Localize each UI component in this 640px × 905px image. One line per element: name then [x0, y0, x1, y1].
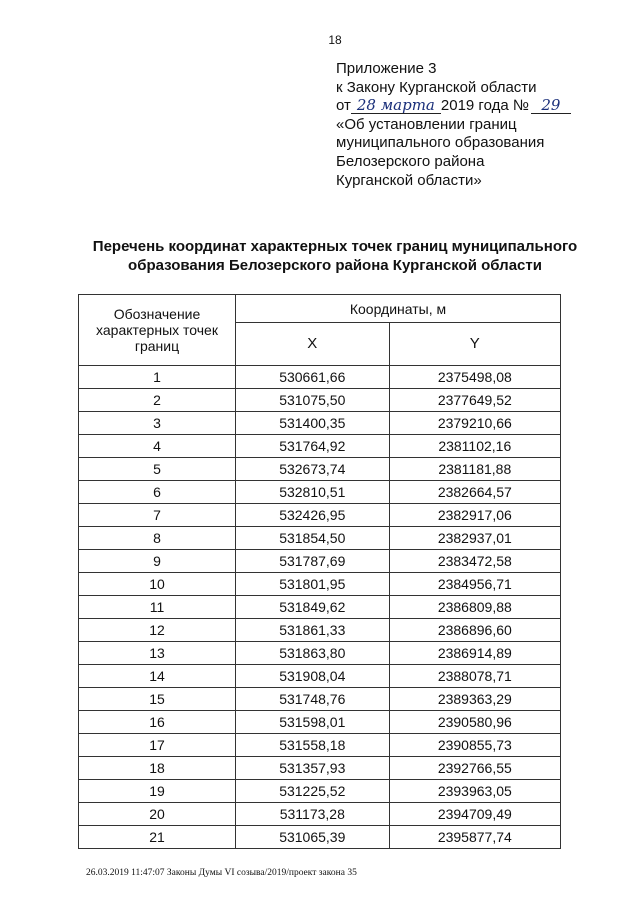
- table-row: [79, 826, 561, 849]
- point-number-cell: 11: [79, 596, 236, 619]
- footer-path: 26.03.2019 11:47:07 Законы Думы VI созыва/2019/проект закона 35: [86, 868, 357, 878]
- point-number-cell: 19: [79, 780, 236, 803]
- appendix-subject-line: муниципального образования: [336, 134, 545, 152]
- point-number-cell: 18: [79, 757, 236, 780]
- table-row: [79, 550, 561, 573]
- appendix-subject-line: Курганской области»: [336, 171, 482, 189]
- table-row: [79, 481, 561, 504]
- y-coordinate-cell: 2394709,49: [389, 803, 560, 826]
- table-row: [79, 596, 561, 619]
- y-coordinate-cell: 2382937,01: [389, 527, 560, 550]
- x-coordinate-cell: 531225,52: [236, 780, 390, 803]
- point-number-cell: 7: [79, 504, 236, 527]
- table-row: [79, 366, 561, 389]
- x-coordinate-cell: 531357,93: [236, 757, 390, 780]
- y-coordinate-cell: 2390580,96: [389, 711, 560, 734]
- point-number-cell: 1: [79, 366, 236, 389]
- y-coordinate-cell: 2382664,57: [389, 481, 560, 504]
- point-number-cell: 9: [79, 550, 236, 573]
- appendix-header: [336, 60, 626, 190]
- x-coordinate-cell: 531861,33: [236, 619, 390, 642]
- x-coordinate-cell: 531854,50: [236, 527, 390, 550]
- appendix-law-line: к Закону Курганской области: [336, 78, 537, 96]
- header-coordinates: Координаты, м: [236, 295, 561, 323]
- y-coordinate-cell: 2379210,66: [389, 412, 560, 435]
- x-coordinate-cell: 531075,50: [236, 389, 390, 412]
- y-coordinate-cell: 2388078,71: [389, 665, 560, 688]
- handwritten-date: 28 марта: [351, 98, 441, 114]
- y-coordinate-cell: 2393963,05: [389, 780, 560, 803]
- x-coordinate-cell: 531787,69: [236, 550, 390, 573]
- table-row: [79, 803, 561, 826]
- x-coordinate-cell: 532426,95: [236, 504, 390, 527]
- x-coordinate-cell: 531908,04: [236, 665, 390, 688]
- x-coordinate-cell: 531764,92: [236, 435, 390, 458]
- header-x: X: [236, 323, 390, 366]
- point-number-cell: 21: [79, 826, 236, 849]
- x-coordinate-cell: 531598,01: [236, 711, 390, 734]
- point-number-cell: 2: [79, 389, 236, 412]
- y-coordinate-cell: 2377649,52: [389, 389, 560, 412]
- point-number-cell: 4: [79, 435, 236, 458]
- x-coordinate-cell: 532673,74: [236, 458, 390, 481]
- table-row: [79, 573, 561, 596]
- table-row: [79, 711, 561, 734]
- appendix-line: Приложение 3: [336, 60, 437, 77]
- y-coordinate-cell: 2386914,89: [389, 642, 560, 665]
- y-coordinate-cell: 2390855,73: [389, 734, 560, 757]
- point-number-cell: 6: [79, 481, 236, 504]
- table-row: [79, 412, 561, 435]
- y-coordinate-cell: 2392766,55: [389, 757, 560, 780]
- point-number-cell: 20: [79, 803, 236, 826]
- point-number-cell: 17: [79, 734, 236, 757]
- table-row: [79, 734, 561, 757]
- x-coordinate-cell: 532810,51: [236, 481, 390, 504]
- from-label: от: [336, 97, 351, 115]
- header-designation: Обозначение характерных точек границ: [79, 295, 236, 366]
- point-number-cell: 3: [79, 412, 236, 435]
- table-row: [79, 619, 561, 642]
- x-coordinate-cell: 531863,80: [236, 642, 390, 665]
- point-number-cell: 16: [79, 711, 236, 734]
- point-number-cell: 15: [79, 688, 236, 711]
- header-y: Y: [389, 323, 560, 366]
- point-number-cell: 14: [79, 665, 236, 688]
- table-row: [79, 389, 561, 412]
- title-line: образования Белозерского района Курганской области: [128, 257, 542, 274]
- appendix-subject-line: «Об установлении границ: [336, 115, 517, 133]
- table-body: [79, 366, 561, 849]
- title-line: Перечень координат характерных точек границ муниципального: [92, 238, 578, 255]
- x-coordinate-cell: 531801,95: [236, 573, 390, 596]
- table-row: [79, 665, 561, 688]
- point-number-cell: 13: [79, 642, 236, 665]
- table-row: [79, 504, 561, 527]
- page-number: 18: [328, 33, 342, 47]
- y-coordinate-cell: 2383472,58: [389, 550, 560, 573]
- point-number-cell: 8: [79, 527, 236, 550]
- y-coordinate-cell: 2381181,88: [389, 458, 560, 481]
- x-coordinate-cell: 531065,39: [236, 826, 390, 849]
- point-number-cell: 12: [79, 619, 236, 642]
- document-title: [40, 237, 630, 275]
- point-number-cell: 10: [79, 573, 236, 596]
- x-coordinate-cell: 531173,28: [236, 803, 390, 826]
- point-number-cell: 5: [79, 458, 236, 481]
- y-coordinate-cell: 2386896,60: [389, 619, 560, 642]
- handwritten-number: 29: [531, 98, 571, 114]
- x-coordinate-cell: 531849,62: [236, 596, 390, 619]
- x-coordinate-cell: 530661,66: [236, 366, 390, 389]
- table-row: [79, 780, 561, 803]
- table-row: [79, 527, 561, 550]
- appendix-date-line: [336, 97, 626, 116]
- year-text: 2019 года №: [440, 97, 529, 115]
- x-coordinate-cell: 531400,35: [236, 412, 390, 435]
- y-coordinate-cell: 2389363,29: [389, 688, 560, 711]
- y-coordinate-cell: 2386809,88: [389, 596, 560, 619]
- y-coordinate-cell: 2375498,08: [389, 366, 560, 389]
- table-row: [79, 688, 561, 711]
- appendix-subject-line: Белозерского района: [336, 152, 485, 170]
- y-coordinate-cell: 2384956,71: [389, 573, 560, 596]
- table-row: [79, 435, 561, 458]
- y-coordinate-cell: 2395877,74: [389, 826, 560, 849]
- y-coordinate-cell: 2381102,16: [389, 435, 560, 458]
- table-row: [79, 458, 561, 481]
- table-row: [79, 642, 561, 665]
- x-coordinate-cell: 531558,18: [236, 734, 390, 757]
- y-coordinate-cell: 2382917,06: [389, 504, 560, 527]
- coordinates-table: [78, 294, 561, 849]
- table-row: [79, 757, 561, 780]
- x-coordinate-cell: 531748,76: [236, 688, 390, 711]
